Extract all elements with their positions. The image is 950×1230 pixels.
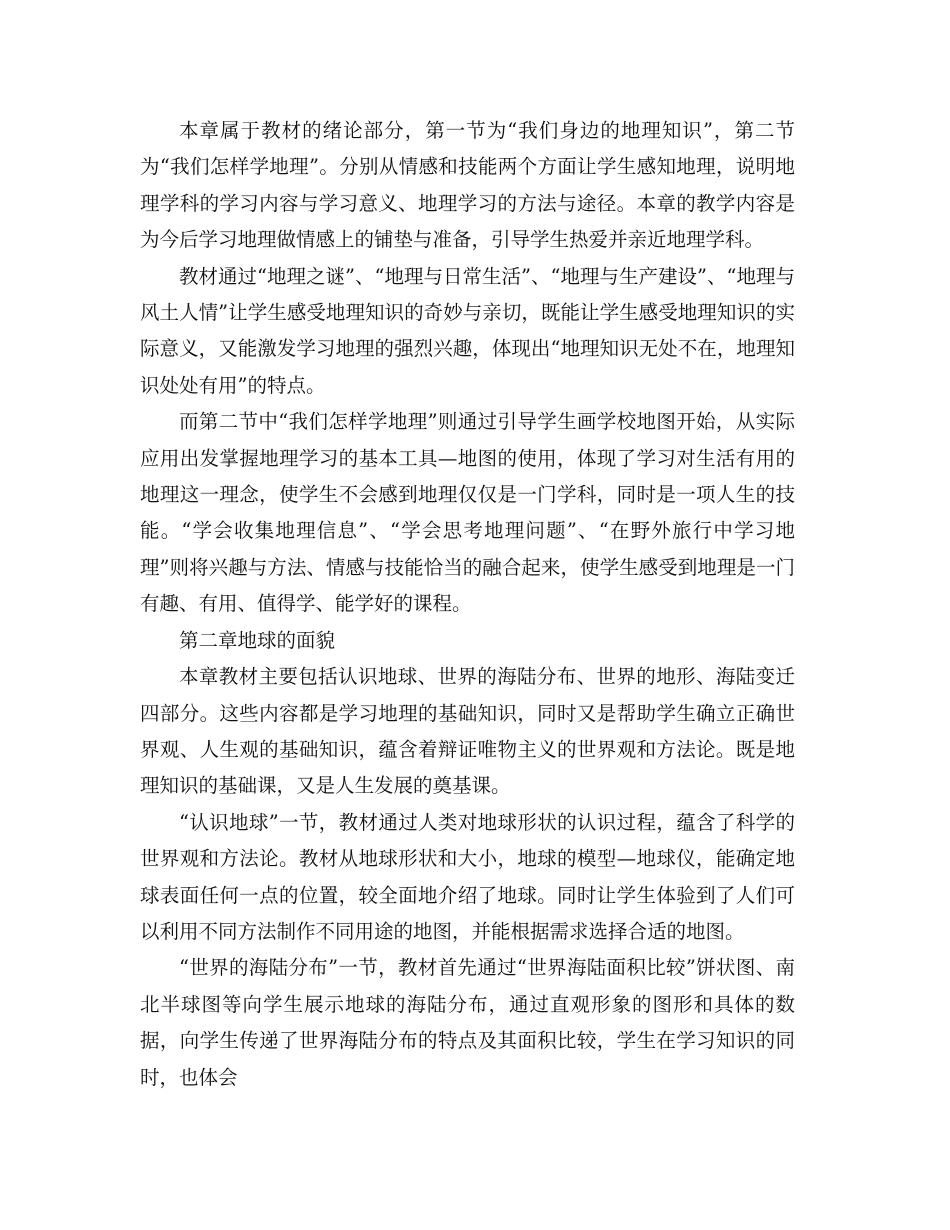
paragraph-textbook-topics: 教材通过“地理之谜”、“地理与日常生活”、“地理与生产建设”、“地理与风土人情”让学生感受地理知识的奇妙与亲切，既能让学生感受地理知识的实际意义，又能激发学习地理的强烈兴趣，体现出“地理知识无处不在，地理知识处处有用”的特点。 — [140, 264, 795, 397]
paragraph-land-sea-distribution: “世界的海陆分布”一节，教材首先通过“世界海陆面积比较”饼状图、南北半球图等向学生展示地球的海陆分布，通过直观形象的图形和具体的数据，向学生传递了世界海陆分布的特点及其面积比较，学生在学习知识的同时，也体会 — [140, 956, 795, 1089]
paragraph-knowing-earth: “认识地球”一节，教材通过人类对地球形状的认识过程，蕴含了科学的世界观和方法论。教材从地球形状和大小，地球的模型—地球仪，能确定地球表面任何一点的位置，较全面地介绍了地球。同时让学生体验到了人们可以利用不同方法制作不同用途的地图，并能根据需求选择合适的地图。 — [140, 810, 795, 943]
paragraph-intro: 本章属于教材的绪论部分，第一节为“我们身边的地理知识”，第二节为“我们怎样学地理”。分别从情感和技能两个方面让学生感知地理，说明地理学科的学习内容与学习意义、地理学习的方法与途径。本章的教学内容是为今后学习地理做情感上的铺垫与准备，引导学生热爱并亲近地理学科。 — [140, 119, 795, 252]
chapter-heading: 第二章地球的面貌 — [179, 628, 336, 652]
paragraph-chapter-two-overview: 本章教材主要包括认识地球、世界的海陆分布、世界的地形、海陆变迁四部分。这些内容都是学习地理的基础知识，同时又是帮助学生确立正确世界观、人生观的基础知识，蕴含着辩证唯物主义的世界观和方法论。既是地理知识的基础课，又是人生发展的奠基课。 — [140, 665, 795, 798]
document-body — [140, 113, 795, 1096]
paragraph-section-two: 而第二节中“我们怎样学地理”则通过引导学生画学校地图开始，从实际应用出发掌握地理学习的基本工具—地图的使用，体现了学习对生活有用的地理这一理念，使学生不会感到地理仅仅是一门学科，同时是一项人生的技能。“学会收集地理信息”、“学会思考地理问题”、“在野外旅行中学习地理”则将兴趣与方法、情感与技能恰当的融合起来，使学生感受到地理是一门有趣、有用、值得学、能学好的课程。 — [140, 410, 795, 616]
